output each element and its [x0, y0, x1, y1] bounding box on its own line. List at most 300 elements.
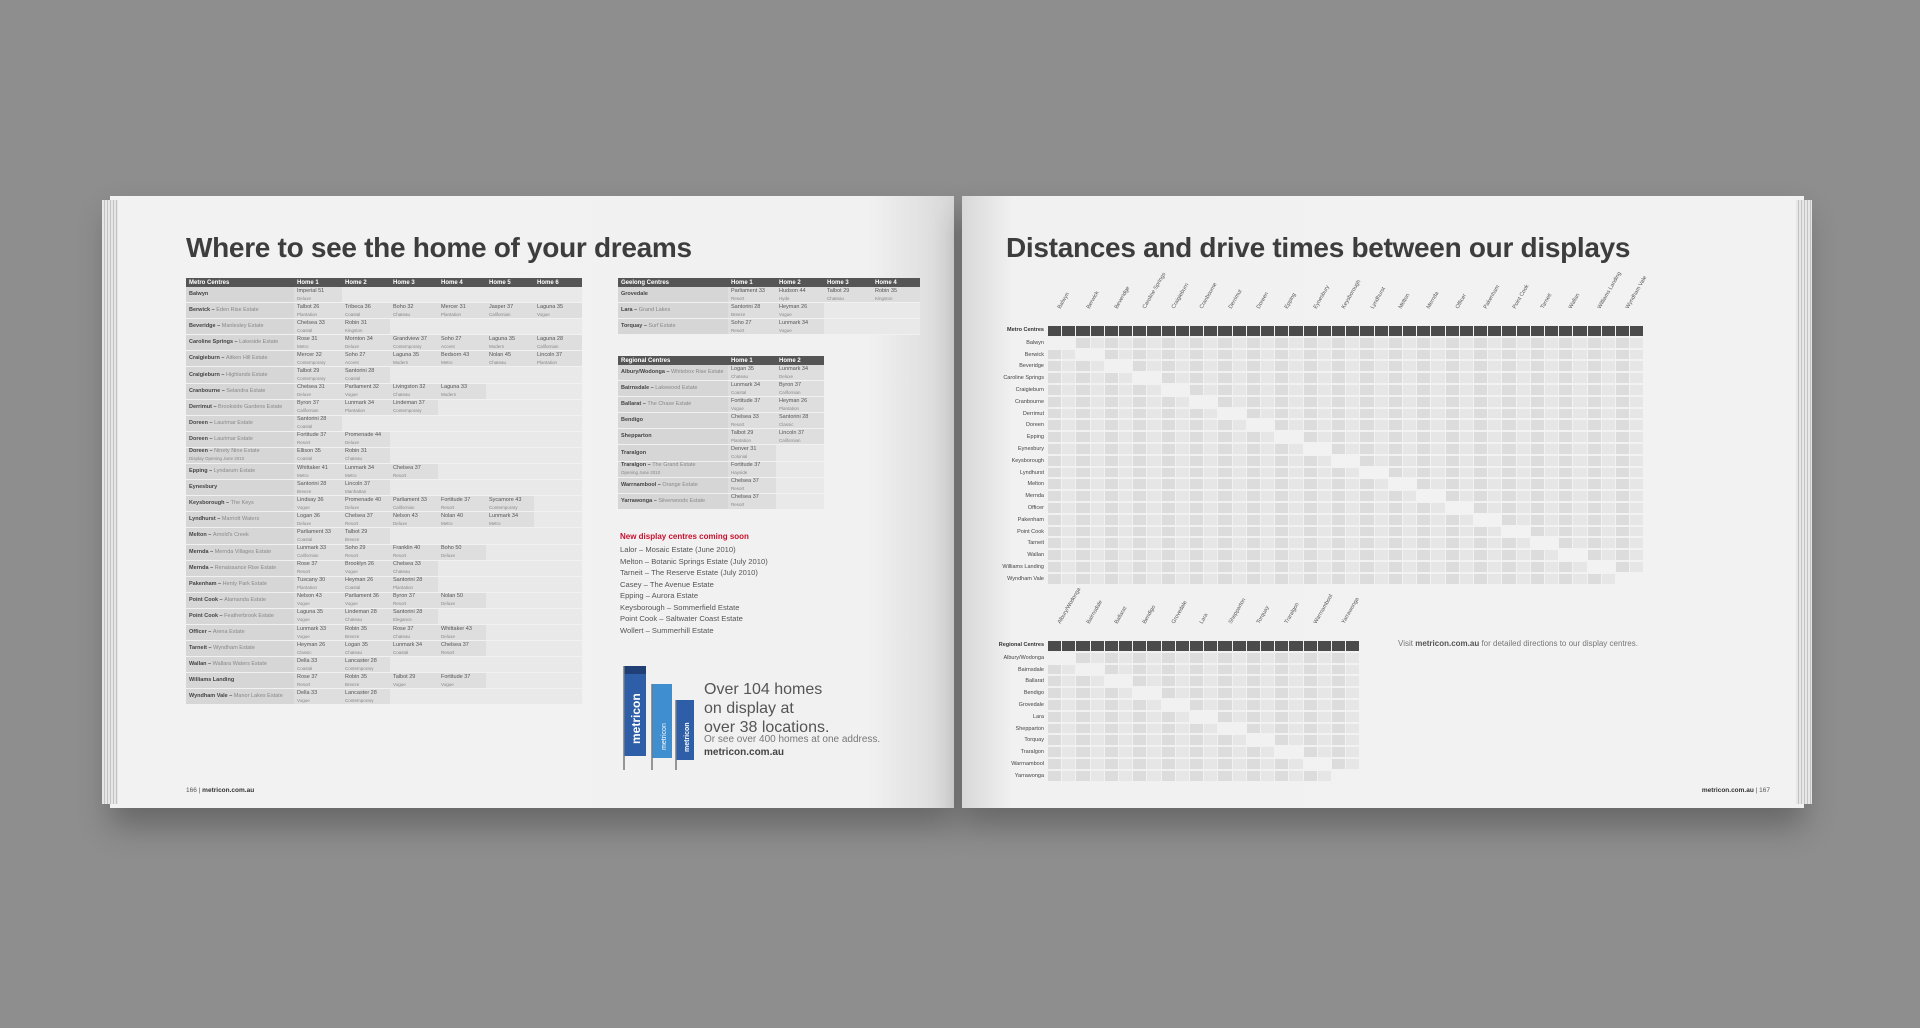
home-name: Santorini 28 — [297, 416, 327, 423]
distance-cell — [1488, 538, 1501, 548]
centre-name: Epping — [189, 468, 208, 475]
header-cell — [1204, 326, 1217, 336]
distance-cell — [1105, 456, 1118, 466]
distance-cell — [1133, 653, 1146, 663]
distance-cell — [1091, 432, 1104, 442]
home-facade: Deluxe — [297, 295, 312, 301]
distance-cell — [1247, 759, 1260, 769]
svg-text:metricon: metricon — [684, 722, 691, 752]
home-facade: Resort — [345, 520, 359, 526]
distance-cell — [1517, 491, 1530, 501]
distance-cell — [1048, 562, 1061, 572]
table-row — [186, 415, 582, 431]
home-name: Byron 37 — [779, 381, 802, 388]
home-cell — [438, 287, 486, 303]
home-name: Robin 35 — [875, 287, 898, 294]
distance-cell — [1105, 712, 1118, 722]
home-cell — [390, 657, 438, 673]
distance-cell — [1318, 468, 1331, 478]
distance-cell — [1559, 574, 1572, 584]
distance-cell — [1332, 432, 1345, 442]
row-label: Bairnsdale — [1018, 666, 1044, 673]
home-cell — [438, 464, 486, 480]
distance-cell — [1275, 479, 1288, 489]
home-name: Imperial 51 — [297, 287, 325, 294]
distance-cell — [1403, 574, 1416, 584]
distance-cell — [1218, 676, 1231, 686]
promo-line-1: Over 104 homes — [704, 681, 823, 698]
distance-cell — [1403, 456, 1416, 466]
home-cell — [776, 477, 824, 493]
distance-cell — [1218, 759, 1231, 769]
footer-url-right[interactable]: metricon.com.au — [1701, 787, 1754, 794]
home-facade: Californian — [779, 389, 801, 395]
distance-cell — [1602, 361, 1615, 371]
centre-name: Lara — [621, 307, 633, 314]
page-title-right: Distances and drive times between our displays — [1006, 232, 1631, 263]
column-label: Warrnambool — [1312, 593, 1335, 625]
distance-cell — [1162, 397, 1175, 407]
coming-soon-item: Wollert – Summerhill Estate — [620, 625, 714, 635]
distance-cell — [1403, 397, 1416, 407]
home-name: Talbot 29 — [297, 368, 320, 375]
distance-cell — [1204, 665, 1217, 675]
table-header: Home 2 — [776, 356, 824, 365]
home-cell — [294, 431, 342, 447]
distance-cell — [1105, 527, 1118, 537]
home-cell — [486, 415, 534, 431]
distance-cell — [1076, 361, 1089, 371]
distance-cell — [1403, 361, 1416, 371]
distance-cell — [1048, 724, 1061, 734]
distance-cell — [1375, 503, 1388, 513]
distance-cell — [1360, 361, 1373, 371]
distance-cell — [1389, 361, 1402, 371]
distance-cell — [1346, 491, 1359, 501]
distance-cell — [1318, 550, 1331, 560]
header-cell — [1275, 326, 1288, 336]
home-facade: Contemporary — [297, 359, 326, 365]
centre-cell: Craigieburn – Aitken Hill Estate — [186, 351, 294, 367]
distance-cell — [1332, 515, 1345, 525]
home-facade: Vogue — [393, 681, 406, 687]
home-facade: Coastal — [345, 376, 361, 382]
home-cell — [776, 413, 824, 429]
home-cell — [486, 657, 534, 673]
distance-cell — [1105, 771, 1118, 781]
distance-cell — [1190, 574, 1203, 584]
distance-cell — [1247, 724, 1260, 734]
centre-cell: Caroline Springs – Lakeside Estate — [186, 335, 294, 351]
distance-cell — [1076, 700, 1089, 710]
distance-cell — [1119, 491, 1132, 501]
home-facade: Modern — [393, 359, 409, 365]
home-name: Santorini 28 — [345, 368, 375, 375]
distance-cell — [1630, 538, 1643, 548]
distance-cell — [1289, 688, 1302, 698]
header-cell — [1261, 326, 1274, 336]
distance-cell — [1275, 515, 1288, 525]
home-cell — [342, 624, 390, 640]
distance-cell — [1233, 527, 1246, 537]
home-name: Della 33 — [297, 689, 318, 696]
centre-cell — [618, 429, 728, 445]
home-cell — [342, 480, 390, 496]
distance-cell — [1204, 432, 1217, 442]
home-cell — [486, 496, 534, 512]
distance-cell — [1488, 491, 1501, 501]
home-cell — [728, 429, 776, 445]
column-label: Tarneit — [1539, 292, 1554, 310]
distance-cell — [1105, 574, 1118, 584]
distance-cell — [1190, 491, 1203, 501]
home-cell — [776, 319, 824, 335]
home-cell — [534, 383, 582, 399]
distance-cell — [1460, 373, 1473, 383]
distance-cell — [1105, 550, 1118, 560]
home-name: Lunmark 33 — [297, 545, 327, 552]
visit-url[interactable]: metricon.com.au — [1415, 639, 1480, 648]
footer-url[interactable]: metricon.com.au — [202, 787, 255, 794]
header-cell — [1289, 641, 1302, 651]
distance-cell — [1318, 432, 1331, 442]
distance-cell — [1233, 700, 1246, 710]
distance-cell — [1630, 373, 1643, 383]
centre-name: Eynesbury — [189, 484, 218, 491]
centre-cell: Doreen – Laurimar Estate — [186, 415, 294, 431]
distance-cell — [1559, 432, 1572, 442]
distance-cell — [1545, 515, 1558, 525]
home-cell — [390, 496, 438, 512]
distance-cell — [1147, 420, 1160, 430]
distance-cell — [1048, 676, 1061, 686]
centre-cell: Epping – Lyndarum Estate — [186, 464, 294, 480]
distance-cell — [1431, 468, 1444, 478]
distance-cell — [1218, 350, 1231, 360]
home-cell — [728, 445, 776, 461]
distance-cell — [1162, 456, 1175, 466]
distance-cell — [1119, 456, 1132, 466]
distance-cell — [1502, 479, 1515, 489]
distance-cell — [1630, 385, 1643, 395]
home-cell — [294, 528, 342, 544]
distance-cell — [1133, 479, 1146, 489]
home-name: Heyman 26 — [779, 303, 808, 310]
distance-cell — [1531, 444, 1544, 454]
home-cell — [342, 464, 390, 480]
header-cell — [1360, 326, 1373, 336]
page-edge-right — [1796, 200, 1812, 804]
distance-cell — [1616, 527, 1629, 537]
home-name: Santorini 28 — [779, 413, 809, 420]
distance-cell — [1417, 373, 1430, 383]
distance-cell — [1048, 665, 1061, 675]
distance-cell — [1573, 491, 1586, 501]
distance-cell — [1162, 771, 1175, 781]
centre-name: Wyndham Vale — [189, 693, 228, 700]
distance-cell — [1048, 503, 1061, 513]
centre-name: Berwick — [189, 307, 211, 314]
distance-cell — [1488, 456, 1501, 466]
distance-cell — [1091, 700, 1104, 710]
distance-cell — [1318, 397, 1331, 407]
distance-cell — [1431, 420, 1444, 430]
distance-cell — [1488, 385, 1501, 395]
distance-cell — [1062, 676, 1075, 686]
distance-cell — [1318, 385, 1331, 395]
distance-cell — [1474, 432, 1487, 442]
home-facade: Vogue — [297, 601, 310, 607]
table-row — [186, 287, 582, 303]
distance-cell — [1204, 574, 1217, 584]
distance-cell — [1119, 350, 1132, 360]
distance-cell — [1133, 700, 1146, 710]
distance-cell — [1162, 468, 1175, 478]
distance-cell — [1204, 350, 1217, 360]
distance-cell — [1332, 676, 1345, 686]
table-row — [618, 413, 824, 429]
distance-cell — [1261, 515, 1274, 525]
home-facade: Deluxe — [393, 520, 408, 526]
distance-cell — [1105, 747, 1118, 757]
distance-cell — [1133, 350, 1146, 360]
header-cell — [1247, 326, 1260, 336]
distance-cell — [1233, 562, 1246, 572]
distance-cell — [1048, 420, 1061, 430]
distance-cell — [1062, 409, 1075, 419]
distance-cell — [1389, 444, 1402, 454]
distance-cell — [1176, 444, 1189, 454]
header-cell — [1588, 326, 1601, 336]
distance-cell — [1190, 688, 1203, 698]
home-name: Chelsea 33 — [297, 319, 325, 326]
distance-cell — [1162, 515, 1175, 525]
distance-cell — [1630, 479, 1643, 489]
distance-cell — [1346, 409, 1359, 419]
distance-cell — [1431, 574, 1444, 584]
distance-cell — [1218, 515, 1231, 525]
distance-cell — [1431, 456, 1444, 466]
home-facade: Coastal — [731, 389, 747, 395]
distance-cell — [1559, 456, 1572, 466]
distance-cell — [1048, 361, 1061, 371]
distance-cell — [1119, 688, 1132, 698]
distance-cell — [1162, 491, 1175, 501]
distance-cell — [1091, 653, 1104, 663]
estate-name: Manlesley Estate — [221, 323, 264, 330]
svg-text:metricon: metricon — [629, 693, 643, 744]
distance-cell — [1147, 550, 1160, 560]
home-cell — [438, 528, 486, 544]
home-cell — [342, 689, 390, 705]
header-cell — [1233, 641, 1246, 651]
header-cell — [1190, 326, 1203, 336]
distance-cell — [1630, 491, 1643, 501]
home-name: Lincoln 37 — [779, 429, 805, 436]
home-cell — [390, 303, 438, 319]
distance-cell — [1346, 735, 1359, 745]
distance-cell — [1261, 562, 1274, 572]
distance-cell — [1261, 653, 1274, 663]
home-cell — [294, 464, 342, 480]
table-row — [186, 544, 582, 560]
home-name: Byron 37 — [393, 593, 416, 600]
distance-cell — [1403, 373, 1416, 383]
promo-url[interactable]: metricon.com.au — [704, 747, 785, 758]
centre-note: Display Opening June 2010 — [189, 456, 245, 462]
distance-cell — [1247, 688, 1260, 698]
home-cell — [342, 560, 390, 576]
distance-cell — [1133, 515, 1146, 525]
distance-cell — [1460, 361, 1473, 371]
distance-cell — [1460, 538, 1473, 548]
home-facade: Chateau — [731, 373, 749, 379]
home-facade: Classic — [779, 421, 794, 427]
distance-cell — [1545, 409, 1558, 419]
home-name: Nolan 50 — [441, 593, 464, 600]
distance-cell — [1559, 409, 1572, 419]
distance-cell — [1588, 456, 1601, 466]
distance-cell — [1559, 444, 1572, 454]
distance-cell — [1233, 444, 1246, 454]
distance-cell — [1474, 444, 1487, 454]
centre-cell: Torquay – Surf Estate — [618, 319, 728, 335]
distance-cell — [1190, 676, 1203, 686]
distance-cell — [1119, 574, 1132, 584]
distance-cell — [1559, 420, 1572, 430]
distance-cell — [1446, 385, 1459, 395]
distance-cell — [1076, 574, 1089, 584]
distance-cell — [1517, 515, 1530, 525]
distance-cell — [1190, 665, 1203, 675]
distance-cell — [1517, 503, 1530, 513]
distance-cell — [1190, 771, 1203, 781]
home-cell — [534, 335, 582, 351]
distance-cell — [1162, 479, 1175, 489]
distance-cell — [1162, 361, 1175, 371]
distance-cell — [1162, 665, 1175, 675]
distance-cell — [1105, 735, 1118, 745]
distance-cell — [1091, 735, 1104, 745]
home-facade: Plantation — [393, 585, 414, 591]
distance-cell — [1261, 747, 1274, 757]
centre-cell: Albury/Wodonga – Whitebox Rise Estate — [618, 365, 728, 381]
home-facade: Californian — [537, 343, 559, 349]
distance-cell — [1162, 574, 1175, 584]
distance-cell — [1105, 491, 1118, 501]
distance-cell — [1204, 747, 1217, 757]
distance-cell — [1190, 700, 1203, 710]
home-name: Santorini 28 — [297, 480, 327, 487]
distance-cell — [1332, 653, 1345, 663]
home-cell — [294, 544, 342, 560]
distance-cell — [1531, 373, 1544, 383]
distance-cell — [1573, 574, 1586, 584]
home-cell — [438, 383, 486, 399]
coming-soon-heading: New display centres coming soon — [620, 532, 749, 541]
distance-cell — [1289, 574, 1302, 584]
distance-cell — [1460, 491, 1473, 501]
table-row — [186, 303, 582, 319]
distance-cell — [1630, 350, 1643, 360]
distance-cell — [1147, 712, 1160, 722]
distance-cell — [1247, 515, 1260, 525]
home-facade: Classic — [297, 649, 312, 655]
distance-cell — [1403, 385, 1416, 395]
home-cell — [486, 431, 534, 447]
distance-cell — [1275, 562, 1288, 572]
distance-cell — [1147, 562, 1160, 572]
distance-cell — [1545, 562, 1558, 572]
distance-cell — [1289, 479, 1302, 489]
home-cell — [728, 287, 776, 303]
distance-cell — [1318, 735, 1331, 745]
distance-cell — [1389, 409, 1402, 419]
distance-cell — [1147, 361, 1160, 371]
distance-cell — [1275, 385, 1288, 395]
home-name: Logan 36 — [297, 512, 320, 519]
distance-cell — [1147, 456, 1160, 466]
home-facade: Resort — [297, 569, 311, 575]
distance-cell — [1275, 653, 1288, 663]
column-label: Cranbourne — [1198, 281, 1219, 310]
distance-cell — [1588, 527, 1601, 537]
home-cell — [534, 673, 582, 689]
row-label: Berwick — [1024, 351, 1044, 358]
distance-cell — [1062, 771, 1075, 781]
home-name: Boho 32 — [393, 303, 414, 310]
centre-cell: Lyndhurst – Marriott Waters — [186, 512, 294, 528]
distance-cell — [1105, 503, 1118, 513]
home-cell — [534, 287, 582, 303]
centre-name: Williams Landing — [189, 677, 235, 684]
distance-cell — [1332, 735, 1345, 745]
distance-cell — [1190, 373, 1203, 383]
distance-cell — [1332, 562, 1345, 572]
home-cell — [342, 383, 390, 399]
distance-cell — [1204, 409, 1217, 419]
distance-cell — [1304, 700, 1317, 710]
distance-cell — [1062, 468, 1075, 478]
distance-cell — [1360, 538, 1373, 548]
distance-cell — [1616, 456, 1629, 466]
distance-cell — [1091, 479, 1104, 489]
distance-cell — [1346, 574, 1359, 584]
home-name: Byron 37 — [297, 400, 320, 407]
header-cell — [1062, 641, 1075, 651]
distance-cell — [1162, 420, 1175, 430]
home-facade: Metro — [297, 343, 309, 349]
coming-soon-item: Tarneit – The Reserve Estate (July 2010) — [620, 568, 758, 577]
home-cell — [294, 319, 342, 335]
header-cell — [1233, 326, 1246, 336]
home-cell — [728, 303, 776, 319]
distance-cell — [1573, 538, 1586, 548]
distance-cell — [1573, 385, 1586, 395]
distance-cell — [1076, 771, 1089, 781]
distance-cell — [1247, 562, 1260, 572]
home-cell — [438, 544, 486, 560]
row-label: Wyndham Vale — [1007, 575, 1044, 582]
distance-cell — [1247, 338, 1260, 348]
centre-name: Balwyn — [189, 291, 209, 298]
distance-cell — [1630, 456, 1643, 466]
table-header: Home 4 — [438, 278, 486, 287]
distance-cell — [1204, 700, 1217, 710]
distance-cell — [1119, 700, 1132, 710]
column-label: Doreen — [1255, 291, 1271, 310]
distance-cell — [1488, 361, 1501, 371]
